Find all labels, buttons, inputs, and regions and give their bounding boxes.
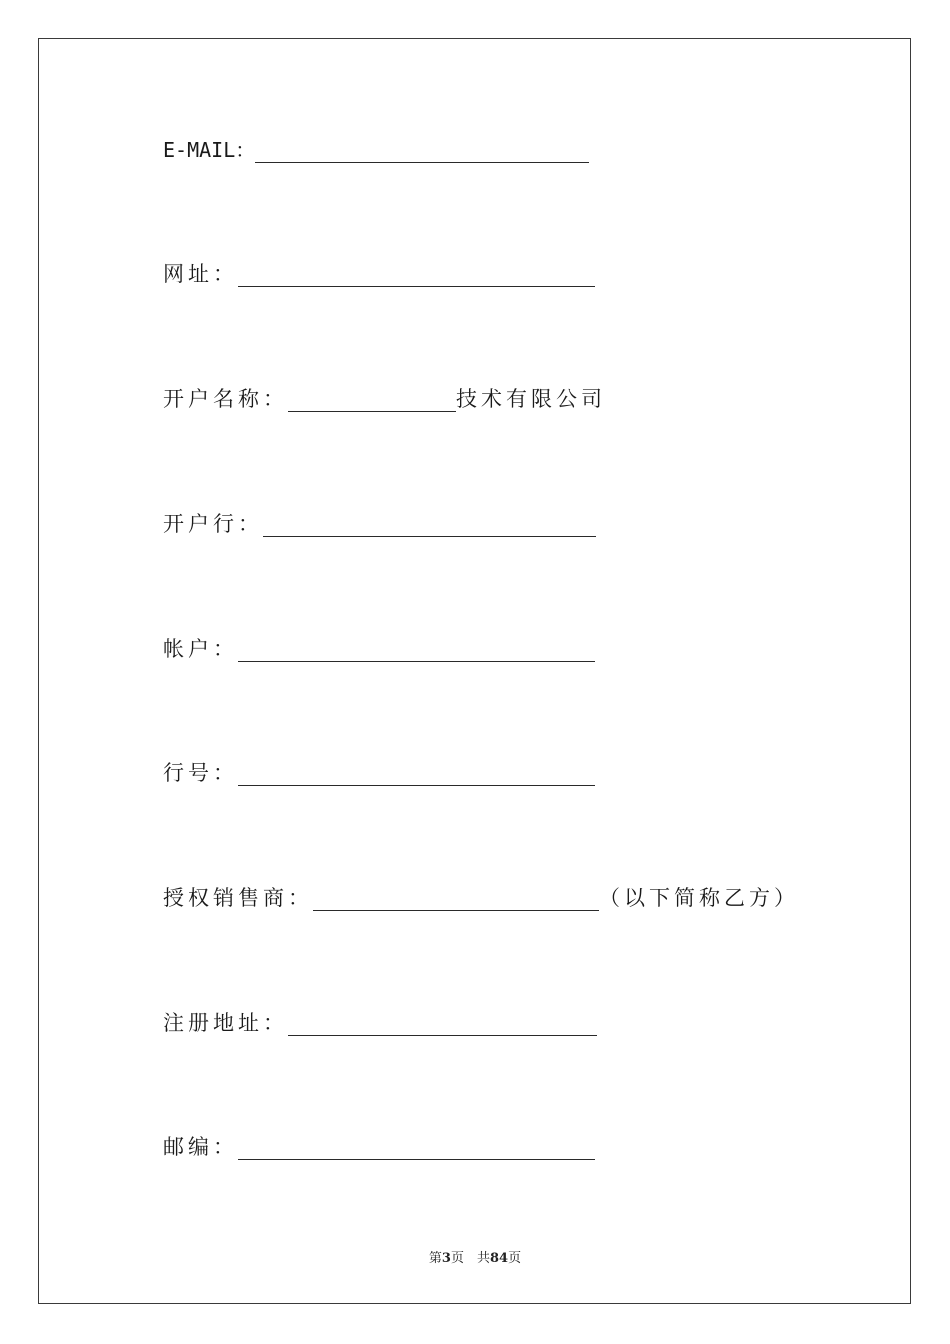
dealer-suffix: （以下简称乙方）	[599, 886, 799, 910]
email-field	[163, 135, 589, 165]
bank-code-field	[163, 758, 595, 788]
account-blank[interactable]	[238, 660, 595, 662]
dealer-blank[interactable]	[313, 909, 599, 911]
page-current: 3	[441, 1251, 451, 1266]
account-label: 帐户：	[163, 637, 238, 661]
website-blank[interactable]	[238, 285, 595, 287]
dealer-label: 授权销售商：	[163, 886, 313, 910]
page-prefix: 第	[428, 1251, 442, 1266]
bank-label: 开户行：	[163, 512, 263, 536]
account-name-suffix: 技术有限公司	[456, 387, 606, 411]
account-name-field	[163, 384, 606, 414]
bank-code-label: 行号：	[163, 761, 238, 785]
postcode-field	[163, 1132, 595, 1162]
address-label: 注册地址：	[163, 1011, 288, 1035]
dealer-field	[163, 883, 799, 913]
bank-blank[interactable]	[263, 535, 596, 537]
website-field	[163, 259, 595, 289]
account-name-blank[interactable]	[288, 410, 456, 412]
email-blank[interactable]	[255, 161, 589, 163]
website-label: 网址：	[163, 262, 238, 286]
email-label: E-MAIL：	[163, 138, 256, 162]
postcode-label: 邮编：	[163, 1135, 238, 1159]
address-field	[163, 1008, 597, 1038]
page-mid: 页 共	[450, 1251, 490, 1266]
account-field	[163, 634, 595, 664]
address-blank[interactable]	[288, 1034, 597, 1036]
bank-field	[163, 509, 596, 539]
account-name-label: 开户名称：	[163, 387, 288, 411]
postcode-blank[interactable]	[238, 1158, 595, 1160]
page-number	[0, 1247, 950, 1266]
page-total: 84	[489, 1251, 509, 1266]
page-border	[38, 38, 911, 1304]
bank-code-blank[interactable]	[238, 784, 595, 786]
page-suffix: 页	[508, 1251, 522, 1266]
